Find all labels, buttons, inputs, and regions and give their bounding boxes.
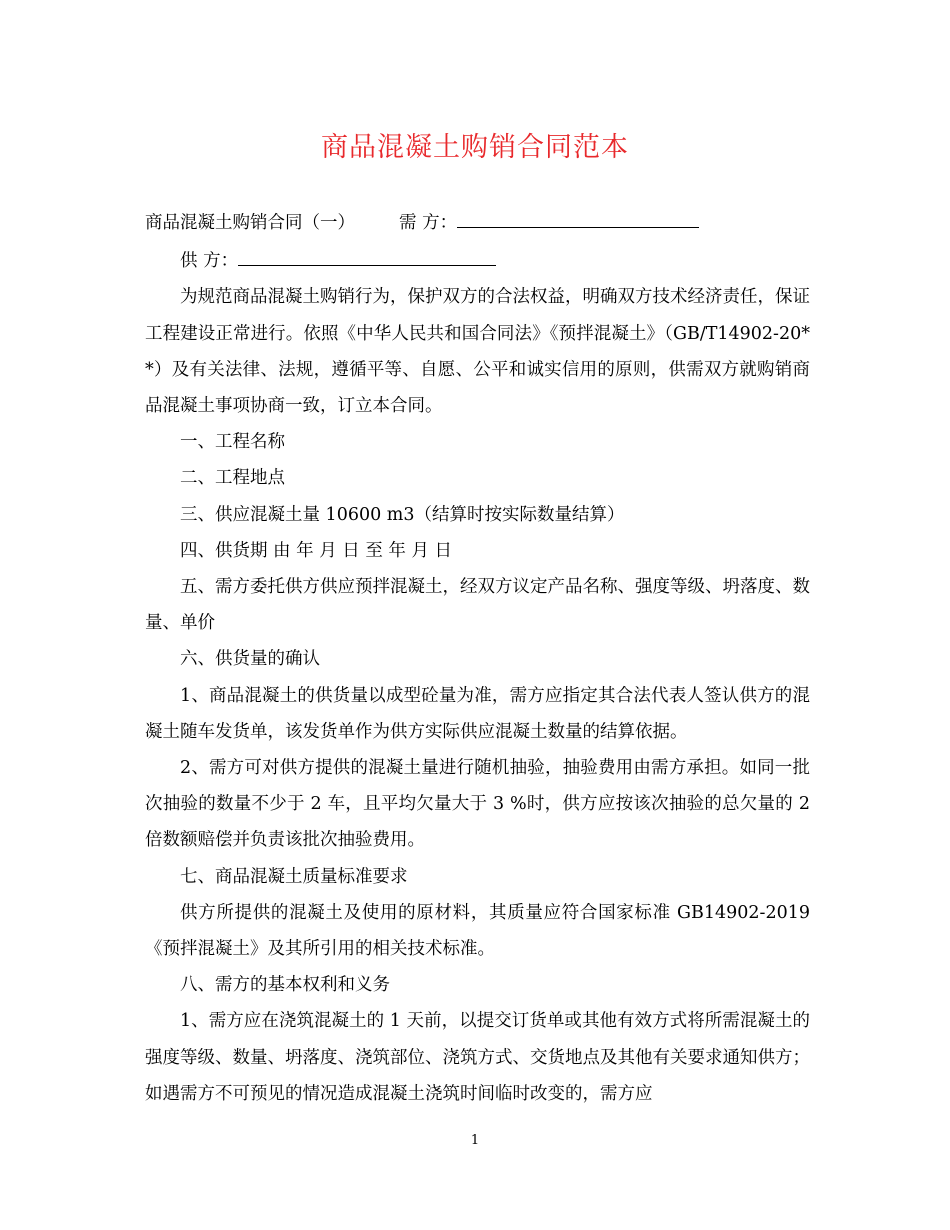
supplier-blank-line <box>238 241 496 266</box>
section-heading: 四、供货期 由 年 月 日 至 年 月 日 <box>180 540 453 561</box>
paragraph: 2、需方可对供方提供的混凝土量进行随机抽验，抽验费用由需方承担。如同一批次抽验的数量不少于 2 车，且平均欠量大于 3 %时，供方应按该次抽验的总欠量的 2 倍数额赔偿并负责该批次抽验费用。 <box>145 758 810 851</box>
section-heading: 三、供应混凝土量 10600 m3（结算时按实际数量结算） <box>180 504 625 525</box>
buyer-label: 需 方： <box>399 213 458 233</box>
section-heading: 七、商品混凝土质量标准要求 <box>180 866 408 887</box>
document-title: 商品混凝土购销合同范本 <box>321 132 629 163</box>
paragraph: 供方所提供的混凝土及使用的原材料，其质量应符合国家标准 GB14902-2019《预拌混凝土》及其所引用的相关技术标准。 <box>145 902 810 960</box>
section-heading: 一、工程名称 <box>180 432 285 453</box>
paragraph: 1、需方应在浇筑混凝土的 1 天前，以提交订货单或其他有效方式将所需混凝土的强度等级、数量、坍落度、浇筑部位、浇筑方式、交货地点及其他有关要求通知供方； 如遇需方不可预见的情况造成混凝土浇筑时间临时改变的，需方应 <box>145 1011 810 1104</box>
document-body <box>145 203 810 1112</box>
paragraph: 为规范商品混凝土购销行为，保护双方的合法权益，明确双方技术经济责任，保证工程建设正常进行。依照《中华人民共和国合同法》《预拌混凝土》（GB/T14902-20**）及有关法律、法规，遵循平等、自愿、公平和诚实信用的原则，供需双方就购销商品混凝土事项协商一致，订立本合同。 <box>145 287 810 417</box>
supplier-line <box>145 241 810 279</box>
supplier-label: 供 方： <box>180 251 239 272</box>
section-heading: 六、供货量的确认 <box>180 649 320 670</box>
buyer-blank-line <box>457 203 699 228</box>
header-line <box>145 203 810 241</box>
section-heading: 八、需方的基本权利和义务 <box>180 975 390 996</box>
section-heading: 二、工程地点 <box>180 468 285 489</box>
paragraph: 1、商品混凝土的供货量以成型砼量为准，需方应指定其合法代表人签认供方的混凝土随车发货单，该发货单作为供方实际供应混凝土数量的结算依据。 <box>145 685 810 742</box>
page-number: 1 <box>470 1133 480 1148</box>
paragraph: 五、需方委托供方供应预拌混凝土，经双方议定产品名称、强度等级、坍落度、数量、单价 <box>145 577 810 634</box>
contract-subtitle: 商品混凝土购销合同（一） <box>145 213 355 233</box>
